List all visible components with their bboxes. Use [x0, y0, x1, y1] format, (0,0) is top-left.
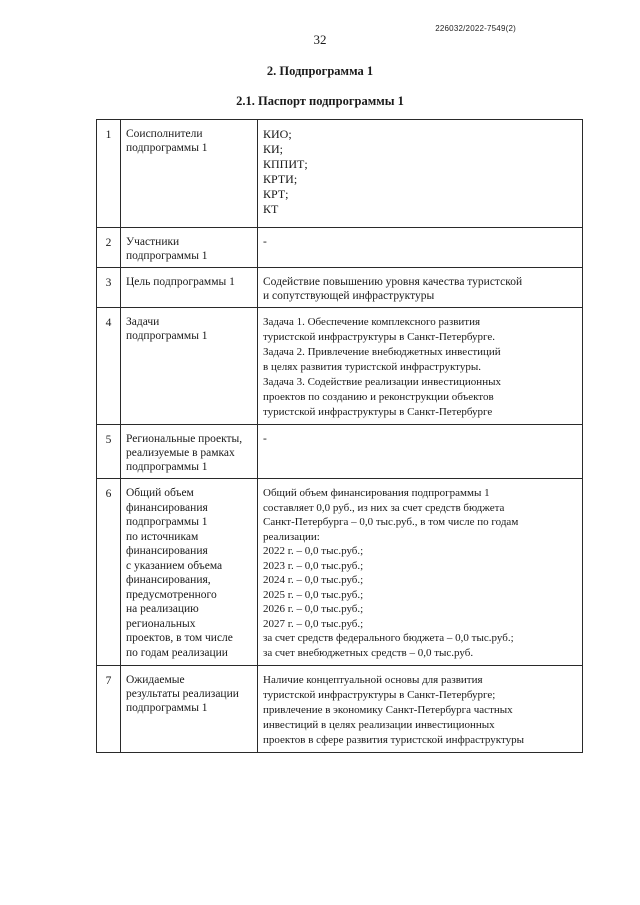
value-line: 2023 г. – 0,0 тыс.руб.; — [263, 559, 364, 572]
value-line: КИО; — [263, 127, 292, 141]
label-line: Общий объем — [126, 487, 194, 499]
document-id: 226032/2022-7549(2) — [435, 24, 516, 33]
value-line: составляет 0,0 руб., из них за счет средств бюджета — [263, 501, 505, 514]
label-line: с указанием объема — [126, 559, 223, 572]
section-heading: 2. Подпрограмма 1 — [266, 64, 374, 78]
value-line: и сопутствующей инфраструктуры — [263, 290, 435, 302]
label-line: подпрограммы 1 — [126, 330, 208, 342]
value-line: КРТ; — [263, 187, 289, 201]
row-value — [258, 268, 583, 308]
label-line: по годам реализации — [126, 646, 228, 659]
value-line: КТ — [263, 202, 279, 216]
value-line: Наличие концептуальной основы для развития — [263, 674, 483, 686]
value-line: КИ; — [263, 142, 284, 156]
label-line: Цель подпрограммы 1 — [126, 276, 235, 288]
row-number: 4 — [97, 308, 121, 425]
value-line: за счет средств федерального бюджета – 0,0 тыс.руб.; — [263, 632, 514, 644]
value-line: - — [263, 236, 267, 248]
value-line: Задача 3. Содействие реализации инвестиционных — [263, 376, 501, 388]
value-line: КППИТ; — [263, 157, 308, 171]
label-line: финансирования, — [126, 574, 211, 586]
row-number: 7 — [97, 666, 121, 753]
table-row — [97, 666, 583, 753]
row-number: 1 — [97, 120, 121, 228]
value-line: привлечение в экономику Санкт-Петербурга частных — [263, 704, 513, 716]
label-line: по источникам — [126, 530, 199, 543]
label-line: подпрограммы 1 — [126, 142, 208, 154]
value-line: - — [263, 433, 267, 445]
label-line: финансирования — [126, 501, 208, 514]
value-line: проектов в сфере развития туристской инфраструктуры — [263, 734, 525, 746]
value-line: проектов по созданию и реконструкции объектов — [263, 391, 494, 403]
row-value — [258, 308, 583, 425]
label-line: на реализацию — [126, 603, 199, 615]
row-label — [121, 268, 258, 308]
row-number: 5 — [97, 425, 121, 479]
passport-table — [96, 119, 583, 753]
value-line: 2027 г. – 0,0 тыс.руб.; — [263, 617, 364, 630]
value-line: реализации: — [263, 530, 320, 543]
value-line: Задача 1. Обеспечение комплексного развития — [263, 316, 481, 328]
label-line: подпрограммы 1 — [126, 250, 208, 262]
value-line: туристской инфраструктуры в Санкт-Петербурге; — [263, 689, 496, 701]
value-line: Санкт-Петербурга – 0,0 тыс.руб., в том числе по годам — [263, 516, 519, 528]
value-line: Задача 2. Привлечение внебюджетных инвестиций — [263, 346, 501, 358]
value-line: 2022 г. – 0,0 тыс.руб.; — [263, 545, 364, 557]
page-number: 32 — [313, 32, 327, 47]
label-line: финансирования — [126, 545, 208, 557]
value-line: за счет внебюджетных средств – 0,0 тыс.руб. — [263, 646, 474, 659]
row-value — [258, 120, 583, 228]
label-line: подпрограммы 1 — [126, 461, 208, 473]
table-row — [97, 268, 583, 308]
label-line: Участники — [126, 236, 180, 248]
table-row — [97, 228, 583, 268]
row-label — [121, 228, 258, 268]
value-line: туристской инфраструктуры в Санкт-Петербурге. — [263, 331, 496, 343]
label-line: проектов, в том числе — [126, 632, 233, 644]
row-label — [121, 425, 258, 479]
value-line: инвестиций в целях реализации инвестиционных — [263, 719, 495, 731]
row-label — [121, 120, 258, 228]
table-row — [97, 479, 583, 666]
row-number: 2 — [97, 228, 121, 268]
label-line: Соисполнители — [126, 128, 203, 140]
value-line: Содействие повышению уровня качества туристской — [263, 276, 523, 288]
label-line: результаты реализации — [126, 688, 239, 700]
label-line: подпрограммы 1 — [126, 702, 208, 714]
label-line: предусмотренного — [126, 588, 217, 601]
table-row — [97, 425, 583, 479]
table-row — [97, 120, 583, 228]
row-label — [121, 479, 258, 666]
value-line: Общий объем финансирования подпрограммы 1 — [263, 487, 490, 499]
label-line: Региональные проекты, — [126, 433, 243, 445]
table-row — [97, 308, 583, 425]
row-number: 3 — [97, 268, 121, 308]
value-line: 2026 г. – 0,0 тыс.руб.; — [263, 603, 364, 615]
value-line: туристской инфраструктуры в Санкт-Петербурге — [263, 406, 493, 418]
label-line: Ожидаемые — [126, 674, 185, 686]
row-label — [121, 308, 258, 425]
label-line: региональных — [126, 617, 196, 630]
subsection-heading: 2.1. Паспорт подпрограммы 1 — [236, 94, 404, 108]
label-line: подпрограммы 1 — [126, 516, 208, 528]
value-line: в целях развития туристской инфраструктуры. — [263, 361, 481, 373]
value-line: 2025 г. – 0,0 тыс.руб.; — [263, 588, 364, 601]
row-value — [258, 425, 583, 479]
row-number: 6 — [97, 479, 121, 666]
value-line: КРТИ; — [263, 172, 298, 186]
row-value — [258, 479, 583, 666]
label-line: реализуемые в рамках — [126, 447, 235, 459]
value-line: 2024 г. – 0,0 тыс.руб.; — [263, 574, 364, 586]
row-label — [121, 666, 258, 753]
row-value — [258, 228, 583, 268]
label-line: Задачи — [126, 316, 160, 328]
row-value — [258, 666, 583, 753]
